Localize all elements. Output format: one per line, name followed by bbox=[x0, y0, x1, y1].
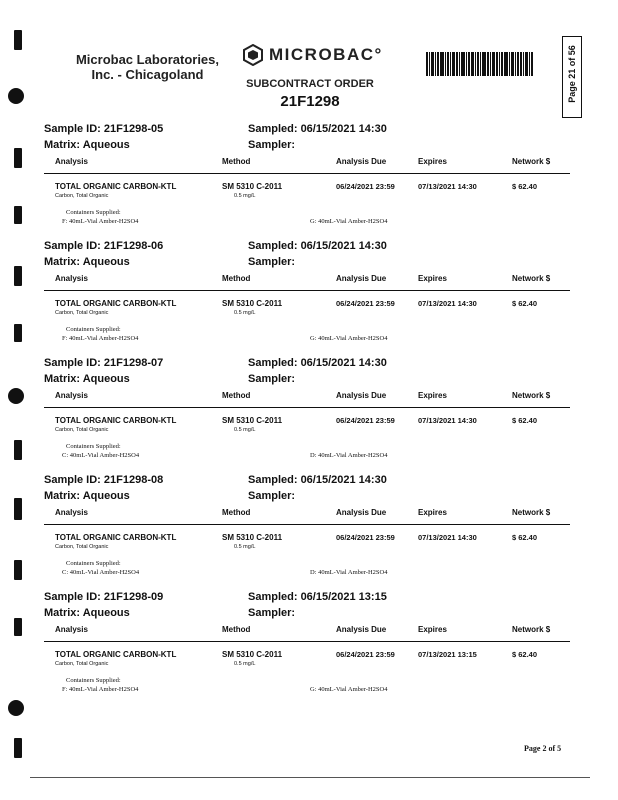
expires: 07/13/2021 13:15 bbox=[418, 650, 477, 659]
column-header-due: Analysis Due bbox=[336, 157, 387, 166]
container-b: G: 40mL-Vial Amber-H2SO4 bbox=[310, 335, 388, 342]
matrix: Matrix: Aqueous bbox=[44, 373, 130, 385]
sample-id: Sample ID: 21F1298-08 bbox=[44, 474, 164, 486]
column-header-analysis: Analysis bbox=[55, 391, 88, 400]
sampler: Sampler: bbox=[248, 490, 296, 502]
containers-label: Containers Supplied: bbox=[66, 209, 121, 216]
analyte-name: TOTAL ORGANIC CARBON-KTL bbox=[55, 416, 177, 425]
column-header-network: Network $ bbox=[512, 508, 551, 517]
column-header-analysis: Analysis bbox=[55, 625, 88, 634]
containers-label: Containers Supplied: bbox=[66, 443, 121, 450]
network-price: $ 62.40 bbox=[512, 182, 538, 191]
sample-id: Sample ID: 21F1298-09 bbox=[44, 591, 164, 603]
sampler: Sampler: bbox=[248, 373, 296, 385]
containers-label: Containers Supplied: bbox=[66, 560, 121, 567]
edge-mark bbox=[14, 30, 22, 50]
analyte-subtitle: Carbon, Total Organic bbox=[55, 544, 109, 550]
sample-id: Sample ID: 21F1298-07 bbox=[44, 357, 164, 369]
column-header-expires: Expires bbox=[418, 508, 447, 517]
sampler: Sampler: bbox=[248, 139, 296, 151]
header-rule bbox=[44, 641, 570, 642]
expires: 07/13/2021 14:30 bbox=[418, 299, 477, 308]
column-header-expires: Expires bbox=[418, 391, 447, 400]
analysis-due: 06/24/2021 23:59 bbox=[336, 416, 395, 425]
container-b: D: 40mL-Vial Amber-H2SO4 bbox=[310, 452, 388, 459]
analyte-subtitle: Carbon, Total Organic bbox=[55, 193, 109, 199]
method: SM 5310 C-2011 bbox=[222, 299, 283, 308]
reporting-limit: 0.5 mg/L bbox=[234, 544, 256, 550]
sampled-date: Sampled: 06/15/2021 14:30 bbox=[248, 123, 387, 135]
container-b: G: 40mL-Vial Amber-H2SO4 bbox=[310, 686, 388, 693]
sampled-date: Sampled: 06/15/2021 14:30 bbox=[248, 240, 387, 252]
reporting-limit: 0.5 mg/L bbox=[234, 661, 256, 667]
reporting-limit: 0.5 mg/L bbox=[234, 193, 256, 199]
lab-name bbox=[60, 52, 235, 82]
analysis-due: 06/24/2021 23:59 bbox=[336, 182, 395, 191]
footer-rule bbox=[30, 777, 590, 780]
column-header-expires: Expires bbox=[418, 157, 447, 166]
containers-label: Containers Supplied: bbox=[66, 326, 121, 333]
container-a: F: 40mL-Vial Amber-H2SO4 bbox=[62, 335, 139, 342]
sample-block bbox=[0, 240, 618, 358]
containers-label: Containers Supplied: bbox=[66, 677, 121, 684]
matrix: Matrix: Aqueous bbox=[44, 490, 130, 502]
column-header-expires: Expires bbox=[418, 274, 447, 283]
container-a: C: 40mL-Vial Amber-H2SO4 bbox=[62, 452, 140, 459]
column-header-due: Analysis Due bbox=[336, 391, 387, 400]
order-title: SUBCONTRACT ORDER bbox=[246, 78, 374, 90]
header-rule bbox=[44, 407, 570, 408]
sample-id: Sample ID: 21F1298-06 bbox=[44, 240, 164, 252]
column-header-due: Analysis Due bbox=[336, 508, 387, 517]
sample-block bbox=[0, 357, 618, 475]
sampled-date: Sampled: 06/15/2021 13:15 bbox=[248, 591, 387, 603]
expires: 07/13/2021 14:30 bbox=[418, 182, 477, 191]
network-price: $ 62.40 bbox=[512, 416, 538, 425]
network-price: $ 62.40 bbox=[512, 533, 538, 542]
column-header-method: Method bbox=[222, 274, 251, 283]
sampler: Sampler: bbox=[248, 256, 296, 268]
column-header-network: Network $ bbox=[512, 391, 551, 400]
analyte-subtitle: Carbon, Total Organic bbox=[55, 661, 109, 667]
column-header-analysis: Analysis bbox=[55, 274, 88, 283]
analyte-subtitle: Carbon, Total Organic bbox=[55, 310, 109, 316]
network-price: $ 62.40 bbox=[512, 299, 538, 308]
analysis-due: 06/24/2021 23:59 bbox=[336, 299, 395, 308]
method: SM 5310 C-2011 bbox=[222, 533, 283, 542]
header-rule bbox=[44, 173, 570, 174]
page-count-text: Page 21 of 56 bbox=[567, 45, 577, 103]
column-header-analysis: Analysis bbox=[55, 508, 88, 517]
page-count-box bbox=[562, 36, 582, 118]
column-header-expires: Expires bbox=[418, 625, 447, 634]
order-number: 21F1298 bbox=[280, 93, 340, 110]
container-b: G: 40mL-Vial Amber-H2SO4 bbox=[310, 218, 388, 225]
edge-dot bbox=[8, 88, 24, 104]
barcode bbox=[426, 52, 556, 76]
column-header-analysis: Analysis bbox=[55, 157, 88, 166]
analysis-due: 06/24/2021 23:59 bbox=[336, 533, 395, 542]
lab-name-line2: Inc. - Chicagoland bbox=[91, 67, 204, 82]
column-header-due: Analysis Due bbox=[336, 625, 387, 634]
method: SM 5310 C-2011 bbox=[222, 416, 283, 425]
edge-mark bbox=[14, 738, 22, 758]
method: SM 5310 C-2011 bbox=[222, 650, 283, 659]
analyte-name: TOTAL ORGANIC CARBON-KTL bbox=[55, 533, 177, 542]
network-price: $ 62.40 bbox=[512, 650, 538, 659]
matrix: Matrix: Aqueous bbox=[44, 256, 130, 268]
method: SM 5310 C-2011 bbox=[222, 182, 283, 191]
logo-text: MICROBAC° bbox=[269, 45, 383, 64]
expires: 07/13/2021 14:30 bbox=[418, 533, 477, 542]
microbac-logo bbox=[242, 44, 383, 66]
container-a: C: 40mL-Vial Amber-H2SO4 bbox=[62, 569, 140, 576]
container-a: F: 40mL-Vial Amber-H2SO4 bbox=[62, 218, 139, 225]
expires: 07/13/2021 14:30 bbox=[418, 416, 477, 425]
reporting-limit: 0.5 mg/L bbox=[234, 310, 256, 316]
sample-block bbox=[0, 123, 618, 241]
reporting-limit: 0.5 mg/L bbox=[234, 427, 256, 433]
column-header-due: Analysis Due bbox=[336, 274, 387, 283]
analyte-name: TOTAL ORGANIC CARBON-KTL bbox=[55, 182, 177, 191]
container-b: D: 40mL-Vial Amber-H2SO4 bbox=[310, 569, 388, 576]
header-rule bbox=[44, 524, 570, 525]
sample-id: Sample ID: 21F1298-05 bbox=[44, 123, 164, 135]
matrix: Matrix: Aqueous bbox=[44, 607, 130, 619]
analyte-name: TOTAL ORGANIC CARBON-KTL bbox=[55, 299, 177, 308]
column-header-network: Network $ bbox=[512, 625, 551, 634]
analysis-due: 06/24/2021 23:59 bbox=[336, 650, 395, 659]
sampled-date: Sampled: 06/15/2021 14:30 bbox=[248, 474, 387, 486]
sampled-date: Sampled: 06/15/2021 14:30 bbox=[248, 357, 387, 369]
sampler: Sampler: bbox=[248, 607, 296, 619]
lab-name-line1: Microbac Laboratories, bbox=[75, 52, 220, 67]
column-header-network: Network $ bbox=[512, 274, 551, 283]
hexagon-logo-icon bbox=[242, 44, 264, 66]
container-a: F: 40mL-Vial Amber-H2SO4 bbox=[62, 686, 139, 693]
analyte-subtitle: Carbon, Total Organic bbox=[55, 427, 109, 433]
column-header-network: Network $ bbox=[512, 157, 551, 166]
analyte-name: TOTAL ORGANIC CARBON-KTL bbox=[55, 650, 177, 659]
page-footer: Page 2 of 5 bbox=[524, 744, 562, 753]
sample-block bbox=[0, 591, 618, 709]
column-header-method: Method bbox=[222, 157, 251, 166]
column-header-method: Method bbox=[222, 508, 251, 517]
header-rule bbox=[44, 290, 570, 291]
column-header-method: Method bbox=[222, 625, 251, 634]
sample-block bbox=[0, 474, 618, 592]
column-header-method: Method bbox=[222, 391, 251, 400]
matrix: Matrix: Aqueous bbox=[44, 139, 130, 151]
